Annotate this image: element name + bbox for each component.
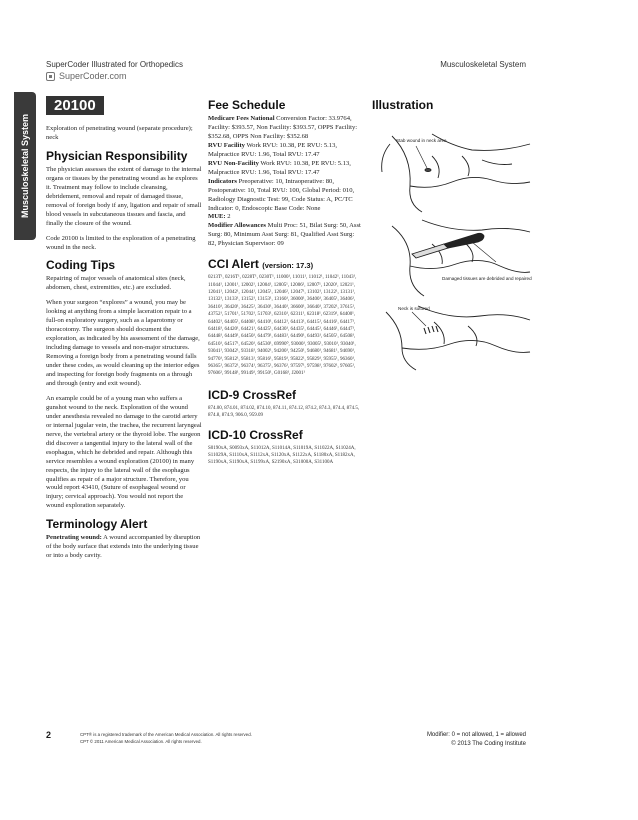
column-middle <box>208 96 364 473</box>
cci-alert-title: CCI Alert <box>208 257 259 272</box>
neck-outline-2 <box>392 226 424 296</box>
sutures-icon <box>424 326 438 334</box>
terminology-alert-heading: Terminology Alert <box>46 517 148 532</box>
fee-line-text: Preoperative: 10, Intraoperative: 80, Postoperative: 10, Total RVU: 100, Global Period: 010, Radiology Diagnostic Test: 99, Code Status: A, PC/TC Indicator: 0, Endoscopic Base Code: None <box>208 177 355 212</box>
copyright: © 2013 The Coding Institute <box>451 741 526 747</box>
illustration-heading: Illustration <box>372 98 434 112</box>
illustration-label-1: Stab wound in neck area <box>396 138 447 143</box>
physician-paragraph-2: Code 20100 is limited to the exploration of a penetrating wound in the neck. <box>46 234 196 251</box>
fee-line-label: Modifier Allowances <box>208 222 266 230</box>
fee-line <box>208 213 364 222</box>
fee-schedule-body <box>208 115 364 249</box>
icd9-code-list: 874.00, 874.01, 874.02, 874.10, 874.11, 874.12, 874.2, 874.3, 874.4, 874.5, 874.8, 874.9, 906.0, 959.09 <box>208 405 360 419</box>
supercoder-logo-icon <box>46 72 55 81</box>
footer-right <box>427 731 526 749</box>
cpt-code: 20100 <box>46 96 104 115</box>
illustration-label-2: Damaged tissues are debrided and repaired <box>442 276 532 281</box>
fee-schedule-heading: Fee Schedule <box>208 98 286 112</box>
definition: A wound accompanied by disruption of the body surface that extends into the underlying tissue or into a body cavity. <box>46 534 201 560</box>
footer-notes <box>80 731 252 746</box>
cci-version: (version: 17.3) <box>262 261 314 271</box>
stab-wound <box>425 168 431 171</box>
column-right <box>372 96 532 374</box>
coding-tip-paragraph-1: Repairing of major vessels of anatomical sites (neck, abdomen, chest, extremities, etc.) are excluded. <box>46 275 186 292</box>
side-tab <box>14 92 36 240</box>
fee-line <box>208 115 364 142</box>
book-title: SuperCoder Illustrated for Orthopedics <box>46 60 183 69</box>
physician-paragraph-1: The physician assesses the extent of damage to the internal organs or tissues by the penetrating wound as he explores it. Treatment may follow to include cleansing, debridement, removal and repair of damaged tissue, removal of foreign body if any, ligation and repair of small blood vessels in subcutaneous tissues and fascia, and finally the closure of the wound. <box>46 165 202 227</box>
icd10-code-list: S0190xA, S0093xA, S11012A, S11014A, S11019A, S11022A, S11024A, S11029A, S1110xA, S1112xA, S1120xA, S1122xA, S1180xA, S1182xA, S1190xA, S1190xA, S1199xA, S2190xA, S31000A, S31100A <box>208 445 356 466</box>
illustration-drawing <box>372 116 532 374</box>
neck-outline-3 <box>386 312 416 370</box>
neck-outline-1 <box>392 136 422 212</box>
column-left <box>46 96 202 567</box>
fee-line-text: Work RVU: 10.38, PE RVU: 5.13, Malpractice RVU: 1.96, Total RVU: 17.47 <box>208 159 351 176</box>
fee-line-label: RVU Facility <box>208 141 245 149</box>
fee-line <box>208 222 364 249</box>
fee-line <box>208 142 364 160</box>
code-description: Exploration of penetrating wound (separate procedure); neck <box>46 125 193 141</box>
illustration-label-3: Neck is sutured <box>398 306 430 311</box>
section-title: Musculoskeletal System <box>440 60 526 69</box>
physician-responsibility-heading: Physician Responsibility <box>46 148 188 163</box>
site-name: SuperCoder.com <box>59 71 127 81</box>
fee-line-text: Conversion Factor: 33.9764, Facility: $393.57, Non Facility: $393.57, OPPS Facility: $352.68, OPPS Non Facility: $352.68 <box>208 115 358 140</box>
site-row <box>46 71 183 81</box>
term: Penetrating wound: <box>46 534 102 542</box>
fee-line-label: RVU Non-Facility <box>208 159 259 167</box>
coding-tip-paragraph-3: An example could be of a young man who suffers a gunshot wound to the neck. Exploration of the wound under anesthesia revealed no damage to the carotid artery or internal jugular vein, the trachea, the recurrent laryngeal nerve, the vertebral artery or the thyroid lobe. The surgeon did discover a tangential injury to the lateral wall of the esophagus, which he debrided and repair. Although this service resembles a wound exploration (20100) in many respects, the injury to the lateral wall of the esophagus qualifies as repair of a major structure. Therefore, you would report 43410, (Suture of esophageal wound or injury; cervical approach). You would not report the wound exploration separately. <box>46 394 202 510</box>
terminology-definition <box>46 534 202 561</box>
modifier-note: Modifier: 0 = not allowed, 1 = allowed <box>426 732 526 738</box>
side-tab-label: Musculoskeletal System <box>20 113 30 219</box>
page-number: 2 <box>46 730 52 740</box>
icd9-heading: ICD-9 CrossRef <box>208 387 297 402</box>
fee-line <box>208 178 364 214</box>
coding-tip-paragraph-2: When your surgeon “explores” a wound, you may be looking at anything from a simple laceration repair to a full-on exploratory surgery, such as a laparotomy or thoracotomy. The surgeon should document the exploration, as indicated by his assessment of the damage, including damage to vessels and non-major structures. Removing a foreign body from a penetrating wound falls under these codes, as would cleaning up the interior edges and inspecting for foreign body fragments on a through and through (entry and exit wound). <box>46 299 200 387</box>
coding-tips-heading: Coding Tips <box>46 258 116 273</box>
fee-line-label: MUE: <box>208 213 226 221</box>
fee-line-label: Indicators <box>208 177 237 185</box>
fee-line-text: 2 <box>225 213 231 221</box>
footer-note-1: CPT® is a registered trademark of the American Medical Association. All rights reserved. <box>80 732 252 737</box>
header-left <box>46 60 183 81</box>
fee-line-text: Multi Proc: 51, Bilat Surg: 50, Asst Surg: 80, Minimum Asst Surg: 81, Qualified Asst Surg: 82, Physician Supervisor: 09 <box>208 222 361 248</box>
fee-line-label: Medicare Fees National <box>208 115 275 122</box>
fee-line <box>208 160 364 178</box>
cci-code-list: 0213T¹, 0216T¹, 0228T¹, 0230T¹, 11000¹, 11011¹, 11012¹, 11042¹, 11043¹, 11044¹, 12001¹, 12002¹, 12004¹, 12005¹, 12006¹, 12007¹, 12020¹, 12021¹, 12041¹, 12042¹, 12044¹, 12045¹, 12046¹, 12047¹, 13102¹, 13122¹, 13131¹, 13132¹, 13133¹, 13152¹, 13153¹, 13160¹, 36000¹, 36400¹, 36405¹, 36406¹, 36410¹, 36420¹, 36425¹, 36430¹, 36440¹, 36600¹, 36640¹, 37202¹, 37615¹, 43752¹, 51701¹, 51702¹, 51703¹, 62310¹, 62311¹, 62318¹, 62319¹, 64400¹, 64402¹, 64405¹, 64408¹, 64410¹, 64412¹, 64413¹, 64415¹, 64416¹, 64417¹, 64418¹, 64420¹, 64421¹, 64425¹, 64430¹, 64435¹, 64445¹, 64446¹, 64447¹, 64448¹, 64449¹, 64450¹, 64479¹, 64483¹, 64490¹, 64493¹, 64505¹, 64508¹, 64510¹, 64517¹, 64520¹, 64530¹, 69990⁰, 93000¹, 93005¹, 93010¹, 93040¹, 93041¹, 93042¹, 93318¹, 94002¹, 94200¹, 94250¹, 94680¹, 94681¹, 94690¹, 94770¹, 95812¹, 95813¹, 95816¹, 95819¹, 95822¹, 95829¹, 95955¹, 96360¹, 96365¹, 96372¹, 96374¹, 96375¹, 96376¹, 97597¹, 97598¹, 97602¹, 97605¹, 97606¹, 99148¹, 99149¹, 99150¹, G0168¹, J2001¹ <box>208 275 357 377</box>
fee-line-text: Work RVU: 10.38, PE RVU: 5.13, Malpractice RVU: 1.96, Total RVU: 17.47 <box>208 141 338 158</box>
scalpel-icon <box>412 233 484 258</box>
footer-note-2: CPT © 2011 American Medical Association. All rights reserved. <box>80 739 202 745</box>
surgical-illustration <box>372 116 532 374</box>
icd10-heading: ICD-10 CrossRef <box>208 427 303 442</box>
cci-alert-heading <box>208 257 364 271</box>
